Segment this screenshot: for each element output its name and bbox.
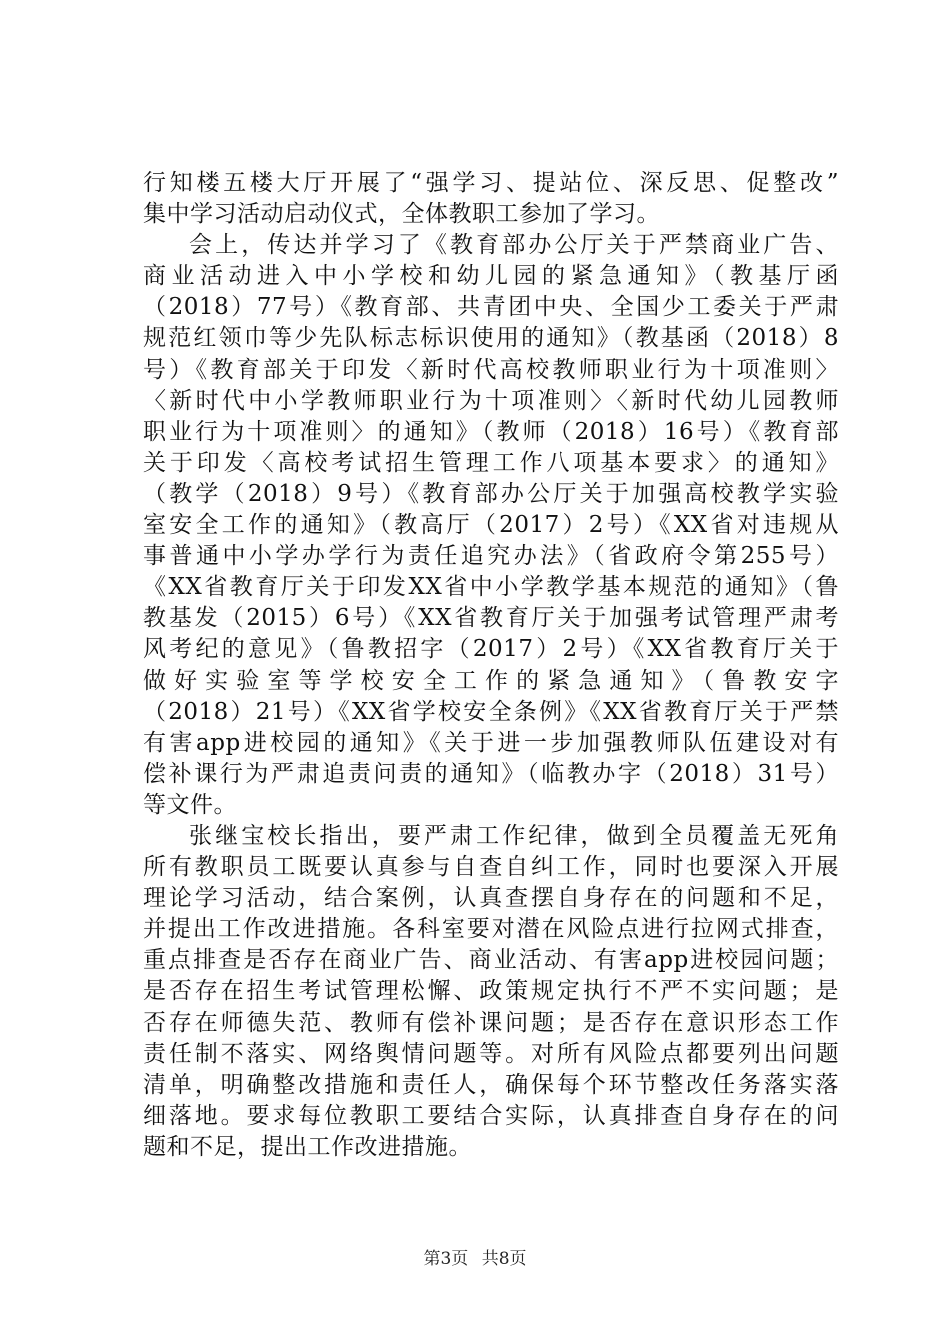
text-line: 风考纪的意见》（鲁教招字（2017）2号）《XX省教育厅关于 — [143, 636, 839, 663]
text-line: 《XX省教育厅关于印发XX省中小学教学基本规范的通知》（鲁 — [143, 574, 839, 601]
text-line: 细落地。要求每位教职工要结合实际，认真排查自身存在的问 — [143, 1102, 839, 1129]
text-line: 商业活动进入中小学校和幼儿园的紧急通知》（教基厅函 — [143, 263, 839, 290]
text-line: 偿补课行为严肃追责问责的通知》（临教办字（2018）31号） — [143, 760, 839, 787]
text-line: 集中学习活动启动仪式，全体教职工参加了学习。 — [143, 201, 660, 228]
text-line: 是否存在招生考试管理松懈、政策规定执行不严不实问题；是 — [143, 978, 839, 1005]
text-line: 事普通中小学办学行为责任追究办法》（省政府令第255号） — [143, 543, 839, 570]
text-line: 教基发（2015）6号）《XX省教育厅关于加强考试管理严肃考 — [143, 605, 839, 632]
text-line: 会上，传达并学习了《教育部办公厅关于严禁商业广告、 — [189, 232, 839, 259]
text-line: 重点排查是否存在商业广告、商业活动、有害app进校园问题； — [143, 947, 839, 974]
page-total: 共8页 — [481, 1249, 527, 1269]
text-line: （教学（2018）9号）《教育部办公厅关于加强高校教学实验 — [143, 480, 839, 507]
paragraph — [143, 821, 839, 1163]
text-line: 号）《教育部关于印发〈新时代高校教师职业行为十项准则〉 — [143, 356, 839, 383]
text-line: （2018）21号）《XX省学校安全条例》《XX省教育厅关于严禁 — [143, 698, 839, 725]
text-line: 清单，明确整改措施和责任人，确保每个环节整改任务落实落 — [143, 1071, 839, 1098]
text-line: 做好实验室等学校安全工作的紧急通知》（鲁教安字 — [143, 667, 839, 694]
text-line: 规范红领巾等少先队标志标识使用的通知》（教基函（2018）8 — [143, 325, 839, 352]
text-line: 等文件。 — [143, 791, 237, 818]
text-line: 关于印发〈高校考试招生管理工作八项基本要求〉的通知》 — [143, 449, 839, 476]
page-number: 第3页 — [423, 1249, 469, 1269]
text-line: 张继宝校长指出，要严肃工作纪律，做到全员覆盖无死角 — [189, 822, 839, 849]
text-line: 职业行为十项准则〉的通知》（教师（2018）16号）《教育部 — [143, 418, 839, 445]
text-line: （2018）77号）《教育部、共青团中央、全国少工委关于严肃 — [143, 294, 839, 321]
paragraph — [143, 168, 839, 230]
paragraph — [143, 230, 839, 821]
text-line: 并提出工作改进措施。各科室要对潜在风险点进行拉网式排查， — [143, 916, 839, 943]
text-line: 所有教职员工既要认真参与自查自纠工作，同时也要深入开展 — [143, 854, 839, 881]
text-line: 〈新时代中小学教师职业行为十项准则〉〈新时代幼儿园教师 — [143, 387, 839, 414]
text-line: 理论学习活动，结合案例，认真查摆自身存在的问题和不足， — [143, 885, 839, 912]
document-body — [143, 168, 839, 1163]
text-line: 题和不足，提出工作改进措施。 — [143, 1133, 472, 1160]
text-line: 有害app进校园的通知》《关于进一步加强教师队伍建设对有 — [143, 729, 839, 756]
text-line: 行知楼五楼大厅开展了“强学习、提站位、深反思、促整改” — [143, 170, 839, 196]
text-line: 否存在师德失范、教师有偿补课问题；是否存在意识形态工作 — [143, 1009, 839, 1036]
text-line: 责任制不落实、网络舆情问题等。对所有风险点都要列出问题 — [143, 1040, 839, 1067]
page-footer — [0, 1244, 950, 1269]
text-line: 室安全工作的通知》（教高厅（2017）2号）《XX省对违规从 — [143, 512, 839, 539]
